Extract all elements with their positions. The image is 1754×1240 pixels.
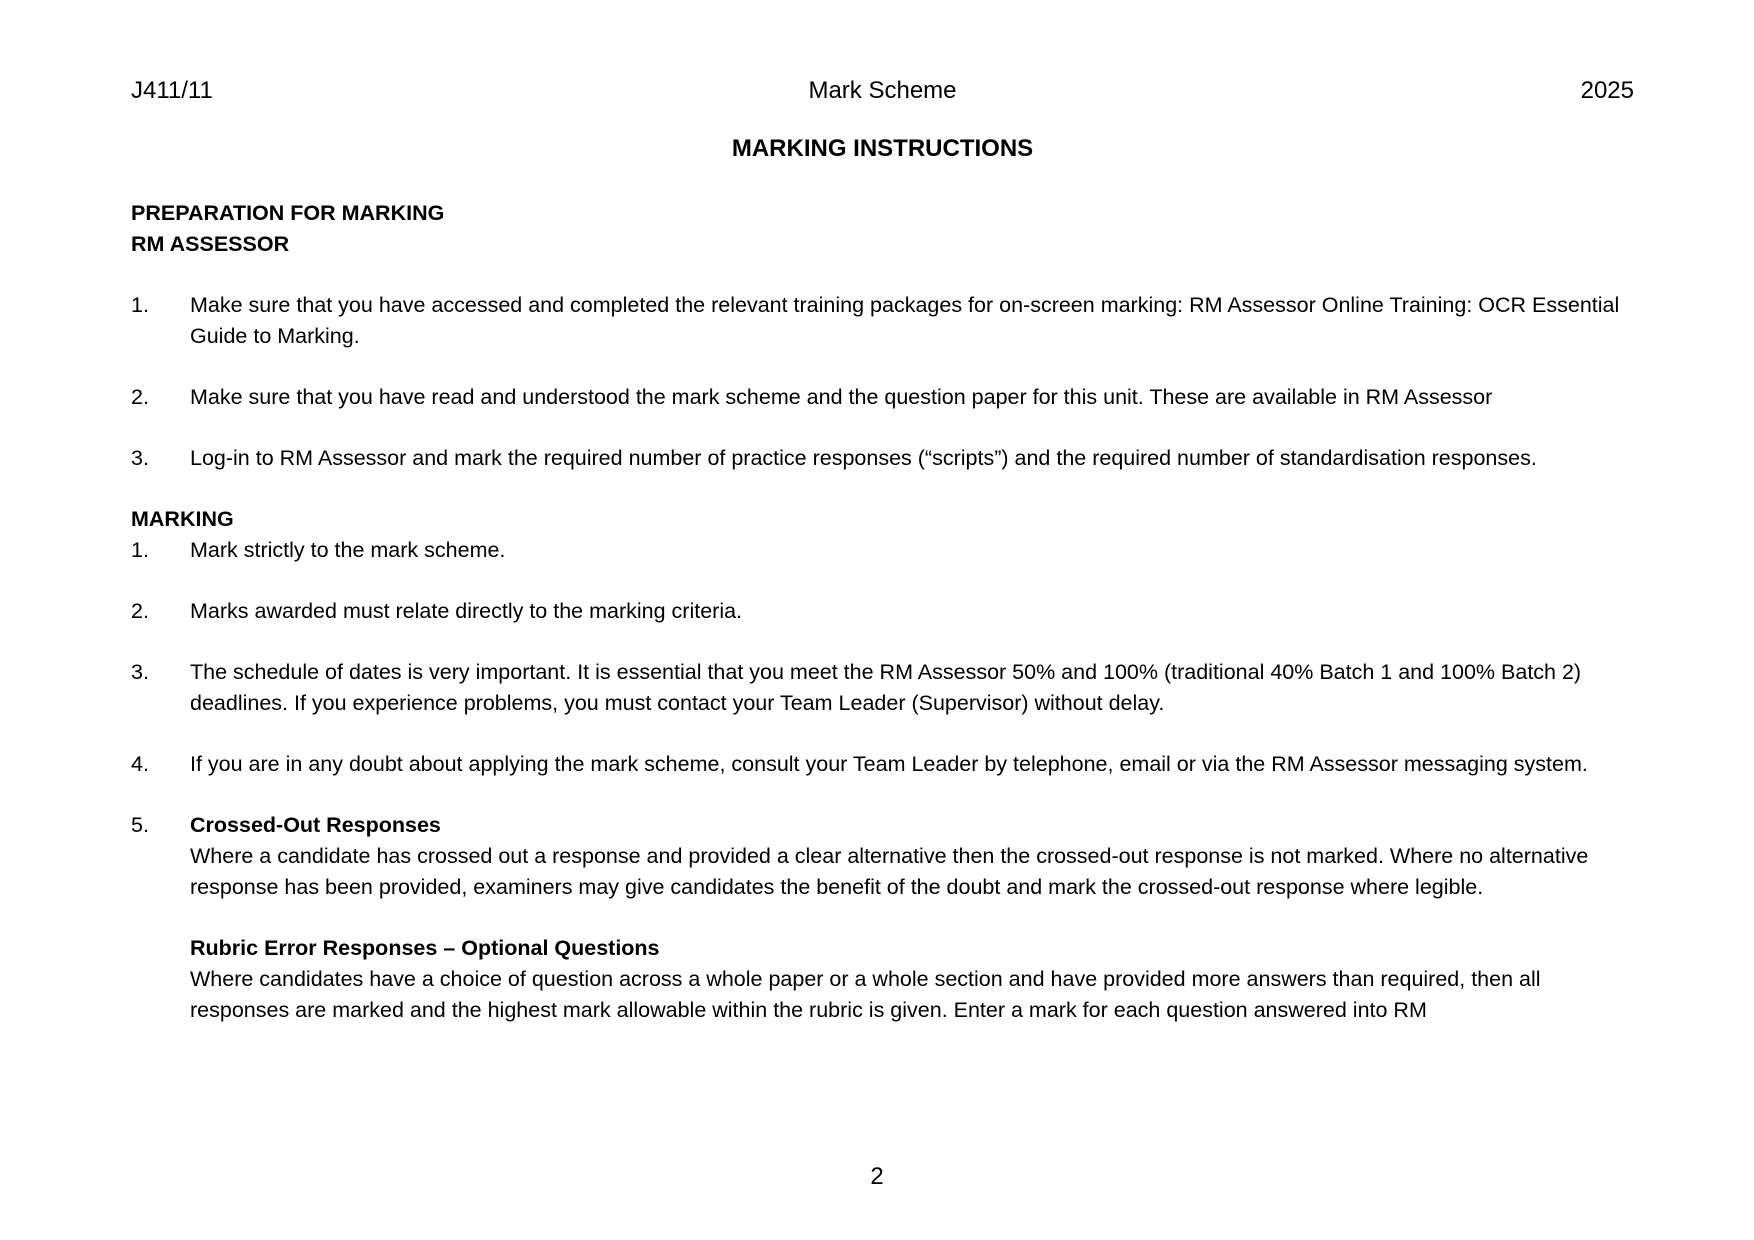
crossed-out-heading: Crossed-Out Responses [190,813,441,837]
page-number: 2 [870,1163,884,1190]
header-title: Mark Scheme [808,77,957,104]
marking-item-5 [131,810,1641,1026]
item-text: Log-in to RM Assessor and mark the required number of practice responses (“scripts”) and the required number of standardisation responses. [190,446,1537,470]
rm-assessor-heading: RM ASSESSOR [131,232,290,256]
preparation-heading: PREPARATION FOR MARKING [131,201,445,225]
marking-heading: MARKING [131,507,234,531]
item-number: 3. [131,660,149,684]
main-title: MARKING INSTRUCTIONS [731,135,1034,162]
item-text: Marks awarded must relate directly to the marking criteria. [190,599,743,623]
preparation-item-1 [131,290,1641,352]
rubric-error-text: Where candidates have a choice of question across a whole paper or a whole section and have provided more answers than required, then all responses are marked and the highest mark allowable within the rubric is given. Enter a mark for each question answered into RM [190,967,1541,1022]
item-text: Make sure that you have accessed and completed the relevant training packages for on-screen marking: RM Assessor Online Training: OCR Essential Guide to Marking. [190,293,1620,348]
item-number: 5. [131,813,149,837]
item-number: 1. [131,538,149,562]
crossed-out-text: Where a candidate has crossed out a response and provided a clear alternative then the crossed-out response is not marked. Where no alternative response has been provided, examiners may give candidates the benefit of the doubt and mark the crossed-out response where legible. [190,844,1589,899]
marking-item-3 [131,657,1641,719]
page-header [131,77,1634,109]
item-number: 2. [131,599,149,623]
rubric-error-heading: Rubric Error Responses – Optional Questions [190,936,660,960]
marking-item-1 [131,535,1641,566]
document-body [131,198,1641,1026]
item-number: 1. [131,293,149,317]
item-number: 2. [131,385,149,409]
item-text: Make sure that you have read and understood the mark scheme and the question paper for this unit. These are available in RM Assessor [190,385,1493,409]
item-number: 4. [131,752,149,776]
item-text: If you are in any doubt about applying the mark scheme, consult your Team Leader by telephone, email or via the RM Assessor messaging system. [190,752,1588,776]
preparation-item-2 [131,382,1641,413]
item-number: 3. [131,446,149,470]
item-text: Mark strictly to the mark scheme. [190,538,506,562]
paper-code: J411/11 [131,77,213,104]
marking-item-2 [131,596,1641,627]
header-year: 2025 [1580,77,1634,104]
marking-item-4 [131,749,1641,780]
item-text: The schedule of dates is very important. It is essential that you meet the RM Assessor 50% and 100% (traditional 40% Batch 1 and 100% Batch 2) deadlines. If you experience problems, you must contact your Team Leader (Supervisor) without delay. [190,660,1582,715]
preparation-item-3 [131,443,1641,474]
